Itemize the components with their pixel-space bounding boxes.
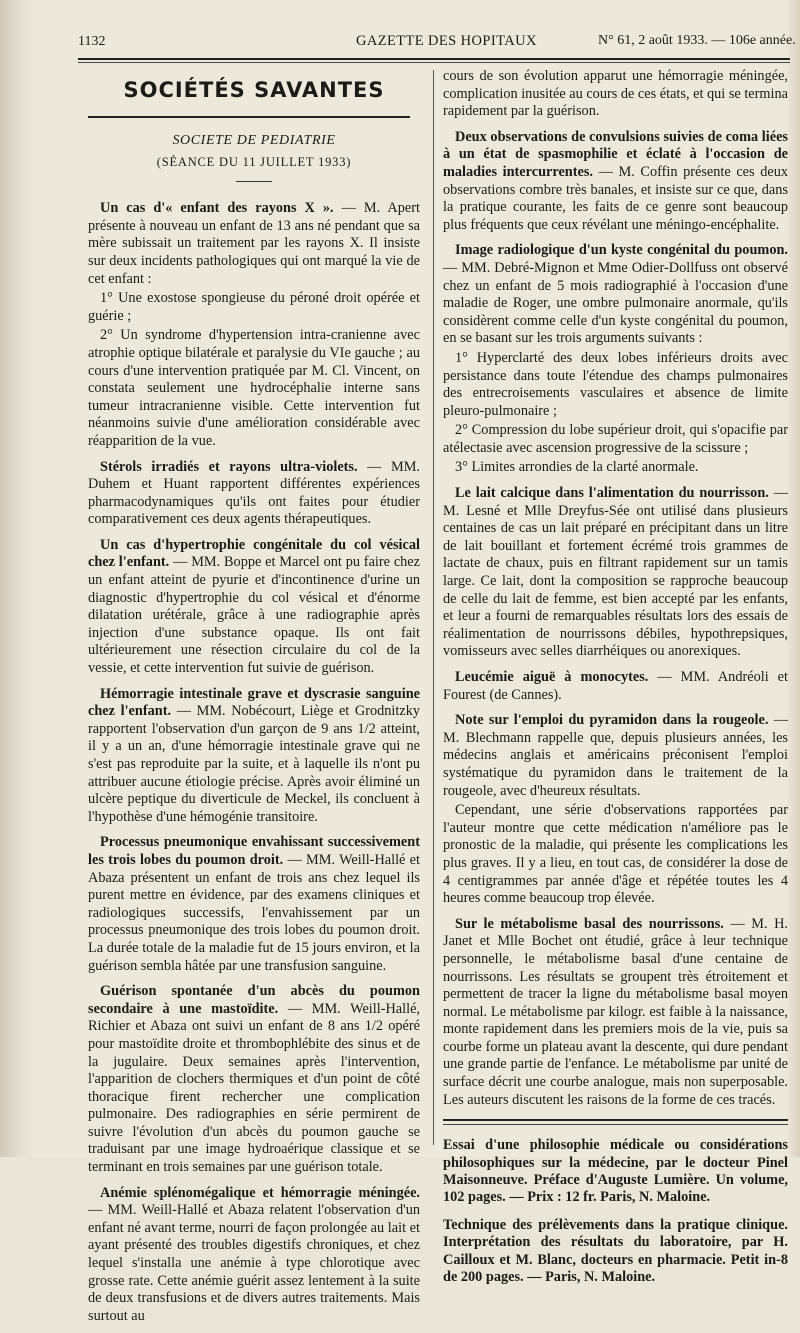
column-separator <box>433 70 434 1145</box>
page-edge-left <box>0 0 34 1157</box>
society-name: SOCIETE DE PEDIATRIE <box>172 133 336 148</box>
header-rule <box>78 58 790 60</box>
article-title: Stérols irradiés et rayons ultra-violets. <box>100 458 358 475</box>
article-sterols <box>88 459 420 529</box>
article-body: — MM. Debré-Mignon et Mme Odier-Dollfuss ont observé chez un enfant de 5 mois radiographié à l'occasion d'une maladie de Roger, une ombre pulmonaire anormale, qu'ils considèrent comme celle d'un kyste congénital du poumon, en se basant sur les trois arguments suivants : <box>443 259 788 347</box>
article-title: Note sur l'emploi du pyramidon dans la rougeole. <box>455 712 769 729</box>
header-rule-thin <box>78 62 790 63</box>
article-body: — MM. Nobécourt, Liège et Grodnitzky rapportent l'observation d'un garçon de 9 ans 1/2 atteint, il y a un an, d'une hémorragie intestinale grave qui ne s'est pas reproduite par la suite, et à laquelle ils n'ont pu attribuer aucune étiologie précise. Après avoir éliminé un ulcère peptique du diverticule de Meckel, ils concluent à l'hypothèse d'une hémogénie transitoire. <box>88 703 421 825</box>
continued-text: cours de son évolution apparut une hémorragie méningée, complication inusitée au cours de ces états, et qui se termina rapidement par la guérison. <box>443 68 788 120</box>
article-title: Image radiologique d'un kyste congénital du poumon. <box>455 242 788 259</box>
article-metabolisme <box>443 916 788 1110</box>
seance-date: (SÉANCE DU 11 JUILLET 1933) <box>156 154 352 169</box>
list-item: 2° Un syndrome d'hypertension intra-cranienne avec atrophie optique bilatérale et paralysie du VIe gauche ; au cours d'une intervention pratiquée par M. Cl. Vincent, on constata seulement une hydrocéphalie interne sans tumeur intracranienne visible. Cette intervention fut néanmoins suivie d'une amélioration considérable avec réapparition de la vue. <box>88 327 420 449</box>
article-title: Sur le métabolisme basal des nourrissons. <box>455 915 724 932</box>
article-body: — MM. Weill-Hallé et Abaza relatent l'observation d'un enfant né avant terme, nourri de façon prolongée au lait et ayant présenté des troubles digestifs chroniques, et chez lequel s'installa une anémie à type chlorotique avec grosse rate. Cette anémie guérit assez lentement à la suite de deux transfusions et de divers autres traitements. Mais surtout au <box>88 1202 420 1324</box>
article-title: Leucémie aiguë à monocytes. <box>455 669 649 685</box>
article-body: — M. Apert présente à nouveau un enfant de 13 ans né pendant que sa mère subissait un traitement par les rayons X. Il insiste sur deux incidents pathologiques qui ont marqué la vie de cet enfant : <box>88 200 420 287</box>
article-leucemie <box>443 669 788 704</box>
page-edge-right <box>786 0 800 1157</box>
article-body: — M. Lesné et Mlle Dreyfus-Sée ont utilisé dans plusieurs centaines de cas un lait préparé en précipitant dans un litre de lait bouillant et fortement écrémé trois grammes de lactate de chaux, puis en filtrant rapidement sur un tamis large. Ce lait, dont la composition se rapproche beaucoup de celle du lait de femme, est bien accepté par les enfants, et leur a fourni de remarquables résultats lors des essais de réalimentation de nourrissons débiles, hypothrepsiques, vomisseurs avec selles diarrhéiques ou anorexiques. <box>443 485 789 660</box>
article-body: — M. H. Janet et Mlle Bochet ont étudié, grâce à leur technique personnelle, le métabolisme basal d'une centaine de nourrissons. Les résultats se groupent très étroitement et permettent de tracer la ligne du métabolisme basal moyen normal. Le métabolisme par kilogr. est faible à la naissance, monte rapidement dans les premiers mois de la vie, puis sa courbe forme un plateau avant la descente, qui dure pendant une grande partie de l'enfance. Le métabolisme par unité de surface décrit une courbe analogue, mais non superposable. Les auteurs discutent les raisons de la forme de ces tracés. <box>443 915 788 1108</box>
books-rule <box>443 1119 788 1125</box>
article-hemorragie-intestinale <box>88 686 420 827</box>
article-title: Processus pneumonique envahissant successivement les trois lobes du poumon droit. <box>88 834 420 868</box>
article-body: — MM. Andréoli et Fourest (de Cannes). <box>443 669 788 703</box>
article-body: — M. Coffin présente ces deux observations combre très banales, et insiste sur ce que, dans la pratique courante, les faits de ce genre sont beaucoup plus fréquents que ceux révélant une méningo-encéphalite. <box>443 163 788 233</box>
section-rule <box>88 116 410 118</box>
article-abces-poumon <box>88 983 420 1177</box>
right-column <box>443 68 788 1297</box>
list-item: 1° Une exostose spongieuse du péroné droit opérée et guérie ; <box>88 290 420 324</box>
article-title: Anémie splénomégalique et hémorragie méningée. <box>100 1184 420 1201</box>
journal-title: GAZETTE DES HOPITAUX <box>356 33 537 49</box>
article-title: Un cas d'hypertrophie congénitale du col vésical chez l'enfant. <box>88 536 420 571</box>
article-body: — MM. Boppe et Marcel ont pu faire chez un enfant atteint de pyurie et d'incontinence d'urine un diagnostic d'hypertrophie du col vésical et d'énorme dilatation urétérale, grâce à une radiographie après injection d'une substance opaque. Ils ont fait ultérieurement une résection circulaire du col de la vessie, et cette intervention fut suivie de guérison. <box>88 554 420 677</box>
list-item: 1° Hyperclarté des deux lobes inférieurs droits avec persistance dans toute l'étendue des champs pulmonaires des entrecroisements vasculaires et absence de limite pleuro-pulmonaire ; <box>443 349 788 419</box>
article-processus-pneumonique <box>88 834 420 975</box>
article-body: — MM. Weill-Hallé, Richier et Abaza ont suivi un enfant de 8 ans 1/2 opéré pour mastoïdite droite et thrombophlébite des sinus et de la jugulaire. Deux semaines après l'intervention, l'apparition de clochers thermiques et d'un point de côté thoracique firent rechercher une complication pulmonaire. Des radiographies en série permirent de suivre l'évolution d'un abcès du poumon gauche se traduisant par une image hydroaérique classique et se terminant en trois semaines par une guérison totale. <box>88 1000 421 1176</box>
article-lait-calcique <box>443 485 788 661</box>
page-number: 1132 <box>78 34 106 49</box>
article-title: Deux observations de convulsions suivies de coma liées à un état de spasmophilie et éclaté à l'occasion de maladies intercurrentes. <box>443 128 788 180</box>
article-title: Hémorragie intestinale grave et dyscrasie sanguine chez l'enfant. <box>88 685 420 720</box>
article-body: — M. Blechmann rappelle que, depuis plusieurs années, les médecins anglais et américains préconisent l'emploi systématique du pyramidon dans le traitement de la rougeole, avec d'heureux résultats. <box>443 712 788 799</box>
list-item: 2° Compression du lobe supérieur droit, qui s'opacifie par atélectasie avec ascension progressive de la scissure ; <box>443 422 788 456</box>
book-notice: Technique des prélèvements dans la pratique clinique. Interprétation des résultats du laboratoire, par H. Cailloux et M. Blanc, docteurs en pharmacie. Petit in-8 de 200 pages. — Paris, N. Maloine. <box>443 1216 788 1286</box>
list-item: 3° Limites arrondies de la clarté anormale. <box>455 459 699 476</box>
article-body: — MM. Duhem et Huant rapportent différentes expériences pharmacodynamiques qu'ils ont faites pour étudier comparativement ces deux agents thérapeutiques. <box>88 458 421 528</box>
article-body: — MM. Weill-Hallé et Abaza présentent un enfant de trois ans chez lequel ils purent mettre en évidence, par des examens cliniques et radiologiques successifs, l'envahissement par un processus pneumonique des trois lobes du poumon droit. La durée totale de la maladie fut de 15 jours environ, et la guérison sembla hâtée par une transfusion sanguine. <box>88 851 420 974</box>
short-rule <box>236 181 272 182</box>
issue-info: N° 61, 2 août 1933. — 106e année. <box>598 33 796 48</box>
article-convulsions <box>443 129 788 235</box>
running-header <box>78 30 796 52</box>
article-col-vesical <box>88 537 420 678</box>
book-notice: Essai d'une philosophie médicale ou considérations philosophiques sur la médecine, par le docteur Pinel Maisonneuve. Préface d'Auguste Lumière. Un volume, 102 pages. — Prix : 12 fr. Paris, N. Maloine. <box>443 1137 788 1206</box>
section-title: SOCIÉTÉS SAVANTES <box>123 78 385 102</box>
article-pyramidon <box>443 712 788 800</box>
left-column <box>88 68 420 1333</box>
article-paragraph: Cependant, une série d'observations rapportées par l'auteur montre que cette médication n'améliore pas le pronostic de la maladie, qui présente les complications les plus graves. Il y a lieu, en tout cas, de considérer la dose de 4 centigrammes par année d'âge et répétée toutes les 4 heures comme beaucoup trop élevée. <box>443 802 788 907</box>
article-title: Un cas d'« enfant des rayons X ». <box>100 200 334 217</box>
article-kyste-congenital <box>443 242 788 348</box>
article-rayons-x <box>88 200 420 288</box>
article-anemie-splenomegalique <box>88 1185 420 1326</box>
article-title: Guérison spontanée d'un abcès du poumon secondaire à une mastoïdite. <box>88 983 420 1017</box>
article-title: Le lait calcique dans l'alimentation du nourrisson. <box>455 485 769 502</box>
